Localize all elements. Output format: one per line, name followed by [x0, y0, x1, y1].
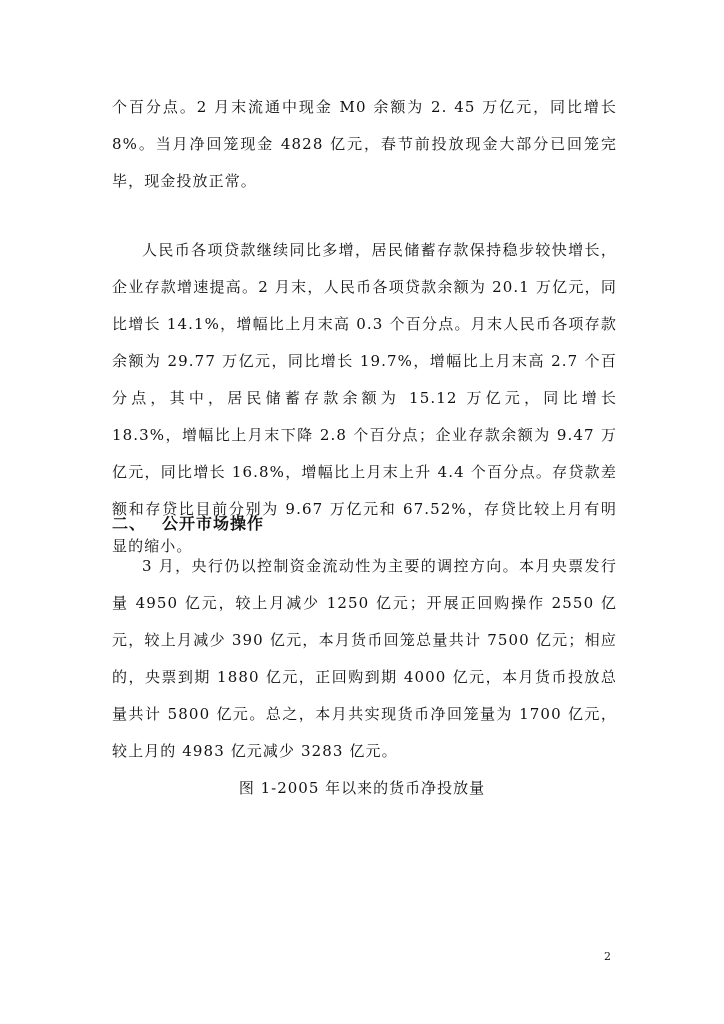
page-number: 2: [604, 950, 611, 963]
figure-caption: 图 1-2005 年以来的货币净投放量: [238, 779, 486, 797]
section-title: 公开市场操作: [162, 514, 265, 533]
section-number: 二、: [112, 514, 147, 533]
paragraph-currency-in-circulation: 个百分点。2 月末流通中现金 M0 余额为 2. 45 万亿元，同比增长 8%。当月净回笼现金 4828 亿元，春节前投放现金大部分已回笼完毕，现金投放正常。: [112, 98, 617, 190]
paragraph-loans-and-deposits: 人民币各项贷款继续同比多增，居民储蓄存款保持稳步较快增长，企业存款增速提高。2 月末，人民币各项贷款余额为 20.1 万亿元，同比增长 14.1%，增幅比上月末高 0.3 个百分点。月末人民币各项存款余额为 29.77 万亿元，同比增长 19.7%，增幅比上月末高 2.7 个百分点，其中，居民储蓄存款余额为 15.12 万亿元，同比增长 18.3%，增幅比上月末下降 2.8 个百分点；企业存款余额为 9.47 万亿元，同比增长 16.8%，增幅比上月末上升 4.4 个百分点。存贷款差额和存贷比目前分别为 9.67 万亿元和 67.52%，存贷比较上月有明显的缩小。: [112, 241, 617, 555]
paragraph-open-market-operations: 3 月，央行仍以控制资金流动性为主要的调控方向。本月央票发行量 4950 亿元，较上月减少 1250 亿元；开展正回购操作 2550 亿元，较上月减少 390 亿元，本月货币回笼总量共计 7500 亿元；相应的，央票到期 1880 亿元，正回购到期 4000 亿元，本月货币投放总量共计 5800 亿元。总之，本月共实现货币净回笼量为 1700 亿元，较上月的 4983 亿元减少 3283 亿元。: [112, 557, 617, 760]
section-heading: [112, 511, 264, 534]
